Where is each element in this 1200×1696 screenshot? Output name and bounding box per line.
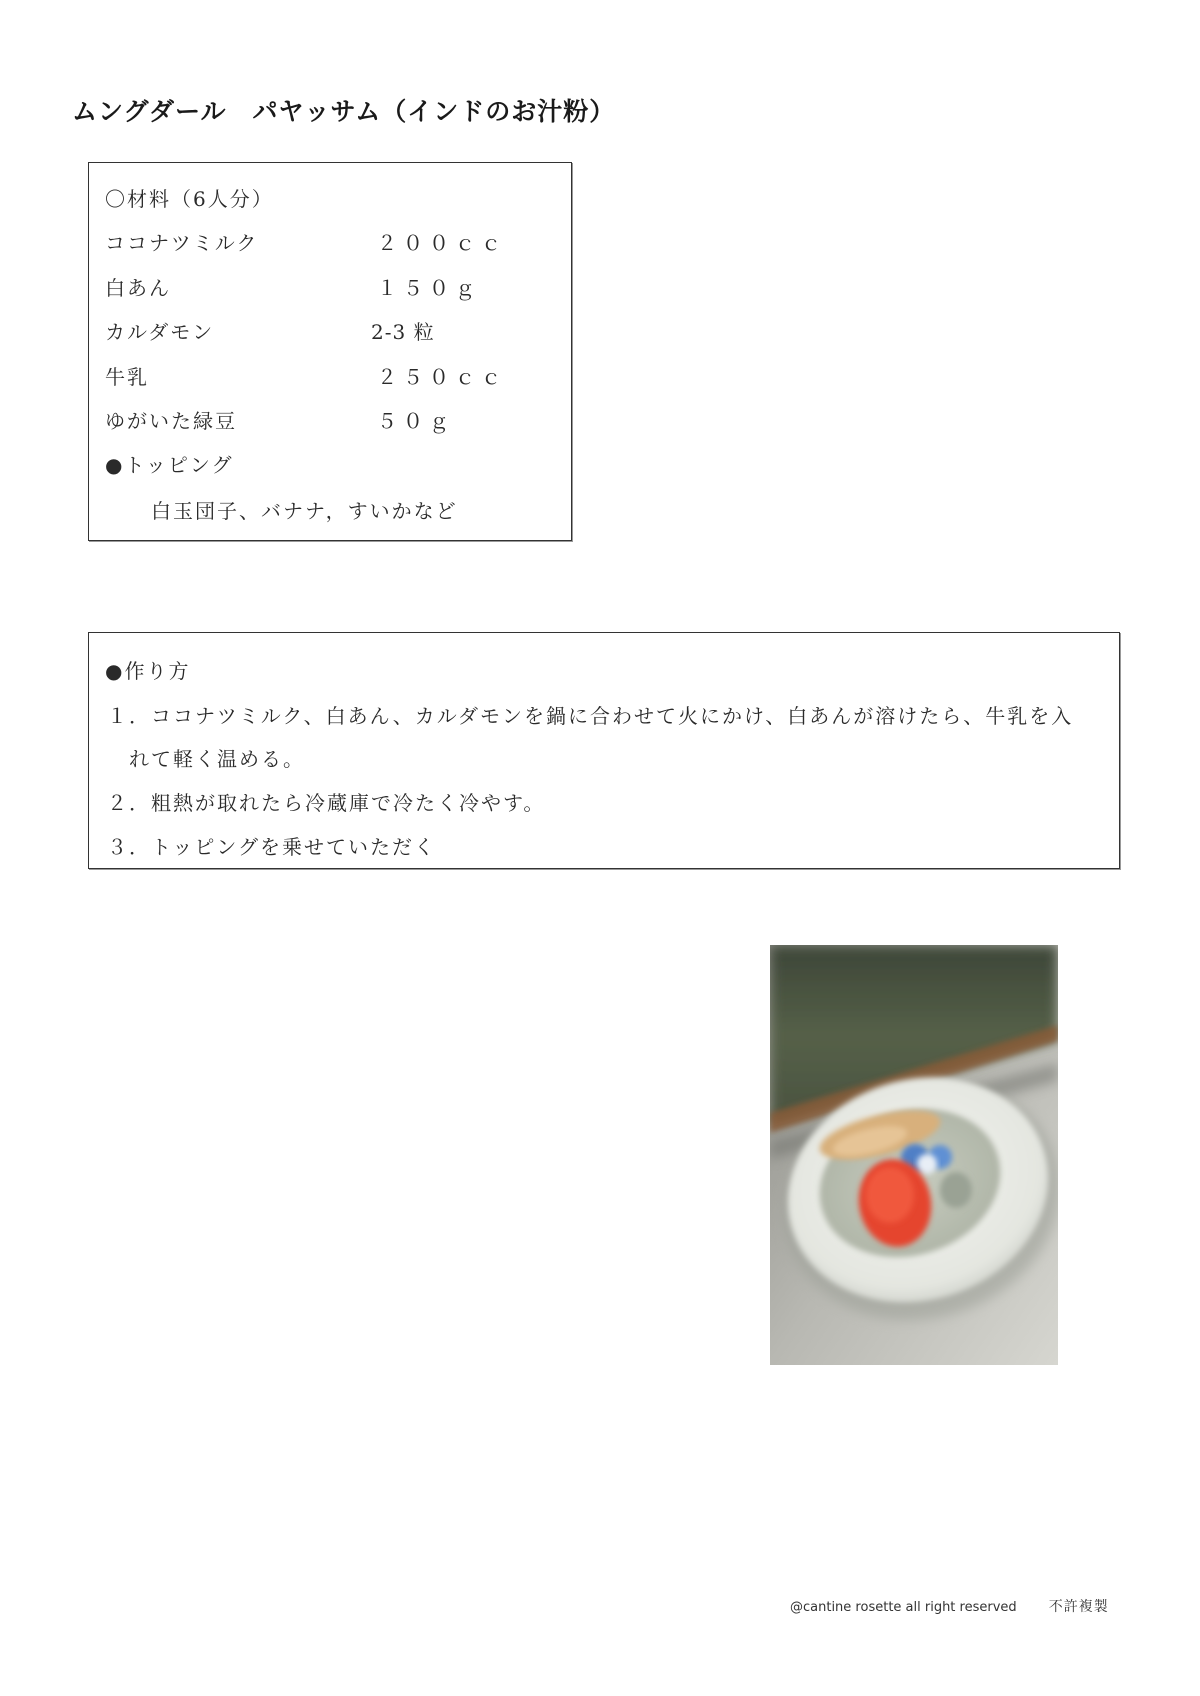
- topping-heading: ●トッピング: [105, 453, 234, 477]
- method-step-1-cont: れて軽く温める。: [129, 747, 305, 771]
- ingredient-name: ココナツミルク: [105, 231, 259, 255]
- footer: [790, 1596, 1109, 1616]
- copyright-text: @cantine rosette all right reserved: [790, 1600, 1017, 1615]
- dessert-photo: [770, 945, 1058, 1365]
- ingredient-qty: ２５０ｃｃ: [377, 365, 507, 389]
- ingredient-qty: ５０ｇ: [377, 409, 455, 433]
- ingredient-name: 牛乳: [105, 365, 149, 389]
- ingredient-name: カルダモン: [105, 320, 215, 344]
- method-step-2: ２．粗熱が取れたら冷蔵庫で冷たく冷やす。: [107, 791, 546, 815]
- method-heading: ●作り方: [105, 659, 191, 683]
- method-step-3: ３．トッピングを乗せていただく: [107, 835, 436, 859]
- page-title: ムングダール パヤッサム（インドのお汁粉）: [72, 97, 616, 126]
- ingredient-name: 白あん: [105, 276, 171, 300]
- topping-items: 白玉団子、バナナ，すいかなど: [151, 499, 458, 523]
- reproduction-notice: 不許複製: [1048, 1599, 1109, 1615]
- ingredients-heading: 〇材料（6人分）: [105, 187, 274, 211]
- ingredients-box: [88, 162, 572, 541]
- ingredient-qty: 2-3 粒: [371, 320, 435, 344]
- method-box: [88, 632, 1120, 869]
- ingredient-qty: ２００ｃｃ: [377, 231, 507, 255]
- ingredient-qty: １５０ｇ: [377, 276, 481, 300]
- method-step-1: １．ココナツミルク、白あん、カルダモンを鍋に合わせて火にかけ、白あんが溶けたら、牛乳を入: [107, 704, 1074, 728]
- ingredient-name: ゆがいた緑豆: [105, 409, 237, 433]
